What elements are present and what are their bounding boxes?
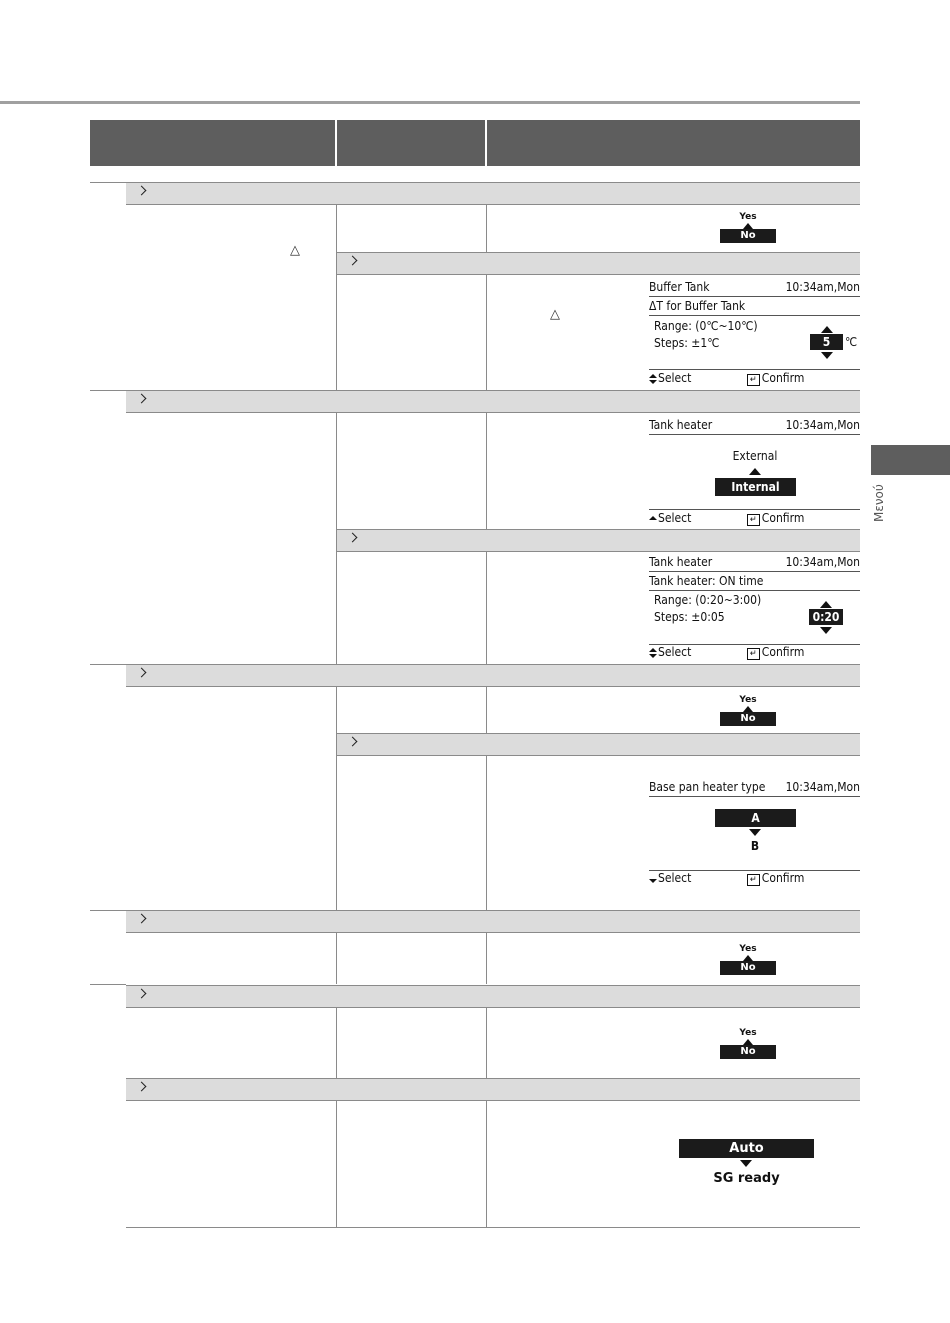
divider	[649, 315, 860, 316]
chevron-right-icon	[137, 914, 147, 924]
screen-title-row	[649, 418, 860, 433]
screen-title: Buffer Tank	[649, 280, 710, 294]
enter-icon: ↵	[747, 374, 760, 386]
value-box[interactable]: 5	[810, 334, 843, 350]
divider	[649, 434, 860, 435]
no-option-selected[interactable]: No	[720, 229, 776, 243]
option-sg-ready[interactable]: SG ready	[713, 1171, 780, 1186]
option-external[interactable]: External	[732, 449, 778, 463]
chevron-right-icon	[137, 668, 147, 678]
table-header-col-2	[337, 120, 485, 166]
steps-text: Steps: ±0:05	[654, 610, 725, 624]
divider	[649, 509, 860, 510]
column-divider	[336, 205, 337, 390]
footer-row	[649, 645, 860, 660]
chevron-right-icon	[137, 1082, 147, 1092]
option-internal-selected[interactable]: Internal	[715, 478, 796, 496]
column-divider	[486, 1008, 487, 1078]
section-band-3	[126, 664, 860, 687]
footer-row	[649, 871, 860, 886]
up-arrow-icon[interactable]	[820, 601, 832, 608]
divider	[649, 796, 860, 797]
confirm-label: Confirm	[761, 511, 805, 525]
select-label: Select	[658, 871, 692, 885]
steps-text: Steps: ±1℃	[654, 336, 720, 350]
chevron-right-icon	[137, 394, 147, 404]
param-label: ΔT for Buffer Tank	[649, 299, 746, 313]
section-divider	[90, 910, 126, 911]
select-up-icon	[649, 514, 657, 524]
column-divider	[486, 552, 487, 664]
confirm-hint[interactable]	[747, 371, 804, 386]
up-arrow-icon[interactable]	[821, 326, 833, 333]
no-option-selected[interactable]: No	[720, 1045, 776, 1059]
column-divider	[486, 687, 487, 733]
top-rule	[0, 101, 860, 104]
range-text: Range: (0:20~3:00)	[654, 593, 762, 607]
side-tab[interactable]	[871, 445, 950, 475]
range-text: Range: (0℃~10℃)	[654, 319, 758, 333]
select-label: Select	[658, 371, 692, 385]
buffer-tank-screen	[649, 280, 860, 390]
unit-label: ℃	[845, 335, 858, 349]
section-band-6	[126, 1078, 860, 1101]
section-band-1	[126, 182, 860, 205]
table-header-col-3	[487, 120, 860, 166]
subsection-band-1	[337, 252, 860, 275]
screen-title: Base pan heater type	[649, 780, 766, 794]
down-arrow-icon	[740, 1160, 752, 1167]
tank-heater-screen	[649, 418, 860, 528]
select-label: Select	[658, 511, 692, 525]
divider	[649, 590, 860, 591]
enter-icon: ↵	[747, 874, 760, 886]
subsection-band-2	[337, 529, 860, 552]
enter-icon: ↵	[747, 648, 760, 660]
value-box[interactable]: 0:20	[809, 609, 843, 625]
down-arrow-icon[interactable]	[821, 352, 833, 359]
option-a-selected[interactable]: A	[715, 809, 796, 827]
column-divider	[486, 413, 487, 529]
yes-no-selector[interactable]	[720, 944, 776, 974]
column-divider	[336, 687, 337, 910]
down-arrow-icon	[749, 829, 761, 836]
column-divider	[486, 756, 487, 910]
confirm-hint[interactable]	[747, 511, 804, 526]
subsection-band-3	[337, 733, 860, 756]
section-divider	[90, 984, 126, 985]
column-divider	[486, 205, 487, 252]
footer-row	[649, 511, 860, 526]
no-option-selected[interactable]: No	[720, 961, 776, 975]
section-band-2	[126, 390, 860, 413]
yes-option[interactable]: Yes	[739, 944, 757, 954]
confirm-label: Confirm	[761, 371, 805, 385]
enter-icon: ↵	[747, 514, 760, 526]
screen-title-row	[649, 780, 860, 795]
divider	[649, 369, 860, 370]
yes-option[interactable]: Yes	[739, 212, 757, 222]
yes-option[interactable]: Yes	[739, 695, 757, 705]
footer-row	[649, 371, 860, 386]
base-pan-screen	[649, 780, 860, 890]
column-divider	[336, 1008, 337, 1078]
side-tab-label: Μενού	[872, 484, 886, 522]
chevron-right-icon	[348, 533, 358, 543]
select-arrows-icon	[649, 648, 657, 658]
section-band-4	[126, 910, 860, 933]
option-auto-selected[interactable]: Auto	[679, 1139, 814, 1158]
screen-time: 10:34am,Mon	[785, 555, 860, 569]
screen-title-row	[649, 280, 860, 295]
yes-no-selector[interactable]	[720, 1028, 776, 1058]
screen-title: Tank heater	[649, 418, 713, 432]
chevron-right-icon	[348, 737, 358, 747]
yes-no-selector[interactable]	[720, 212, 776, 242]
column-divider	[486, 275, 487, 390]
no-option-selected[interactable]: No	[720, 712, 776, 726]
screen-time: 10:34am,Mon	[785, 418, 860, 432]
up-arrow-icon	[749, 468, 761, 475]
column-divider	[336, 933, 337, 984]
table-header-col-1	[90, 120, 335, 166]
chevron-right-icon	[137, 989, 147, 999]
yes-option[interactable]: Yes	[739, 1028, 757, 1038]
warning-icon: △	[550, 307, 560, 322]
confirm-hint[interactable]	[747, 645, 804, 660]
column-divider	[486, 933, 487, 984]
screen-title-row	[649, 555, 860, 570]
column-divider	[336, 1101, 337, 1227]
yes-no-selector[interactable]	[720, 695, 776, 725]
screen-title: Tank heater	[649, 555, 713, 569]
confirm-hint[interactable]	[747, 871, 804, 886]
divider	[649, 571, 860, 572]
chevron-right-icon	[137, 186, 147, 196]
select-down-icon	[649, 874, 657, 884]
column-divider	[336, 413, 337, 664]
warning-icon: △	[290, 243, 300, 258]
table-bottom-rule	[126, 1227, 860, 1228]
select-arrows-icon	[649, 374, 657, 384]
tank-on-time-screen	[649, 555, 860, 663]
chevron-right-icon	[348, 256, 358, 266]
section-divider	[90, 182, 126, 183]
column-divider	[486, 1101, 487, 1227]
confirm-label: Confirm	[761, 645, 805, 659]
option-b[interactable]: B	[750, 839, 760, 853]
section-divider	[90, 390, 126, 391]
divider	[649, 296, 860, 297]
down-arrow-icon[interactable]	[820, 627, 832, 634]
confirm-label: Confirm	[761, 871, 805, 885]
param-label: Tank heater: ON time	[649, 574, 764, 588]
section-band-5	[126, 985, 860, 1008]
section-divider	[90, 664, 126, 665]
screen-time: 10:34am,Mon	[785, 280, 860, 294]
screen-time: 10:34am,Mon	[785, 780, 860, 794]
select-label: Select	[658, 645, 692, 659]
